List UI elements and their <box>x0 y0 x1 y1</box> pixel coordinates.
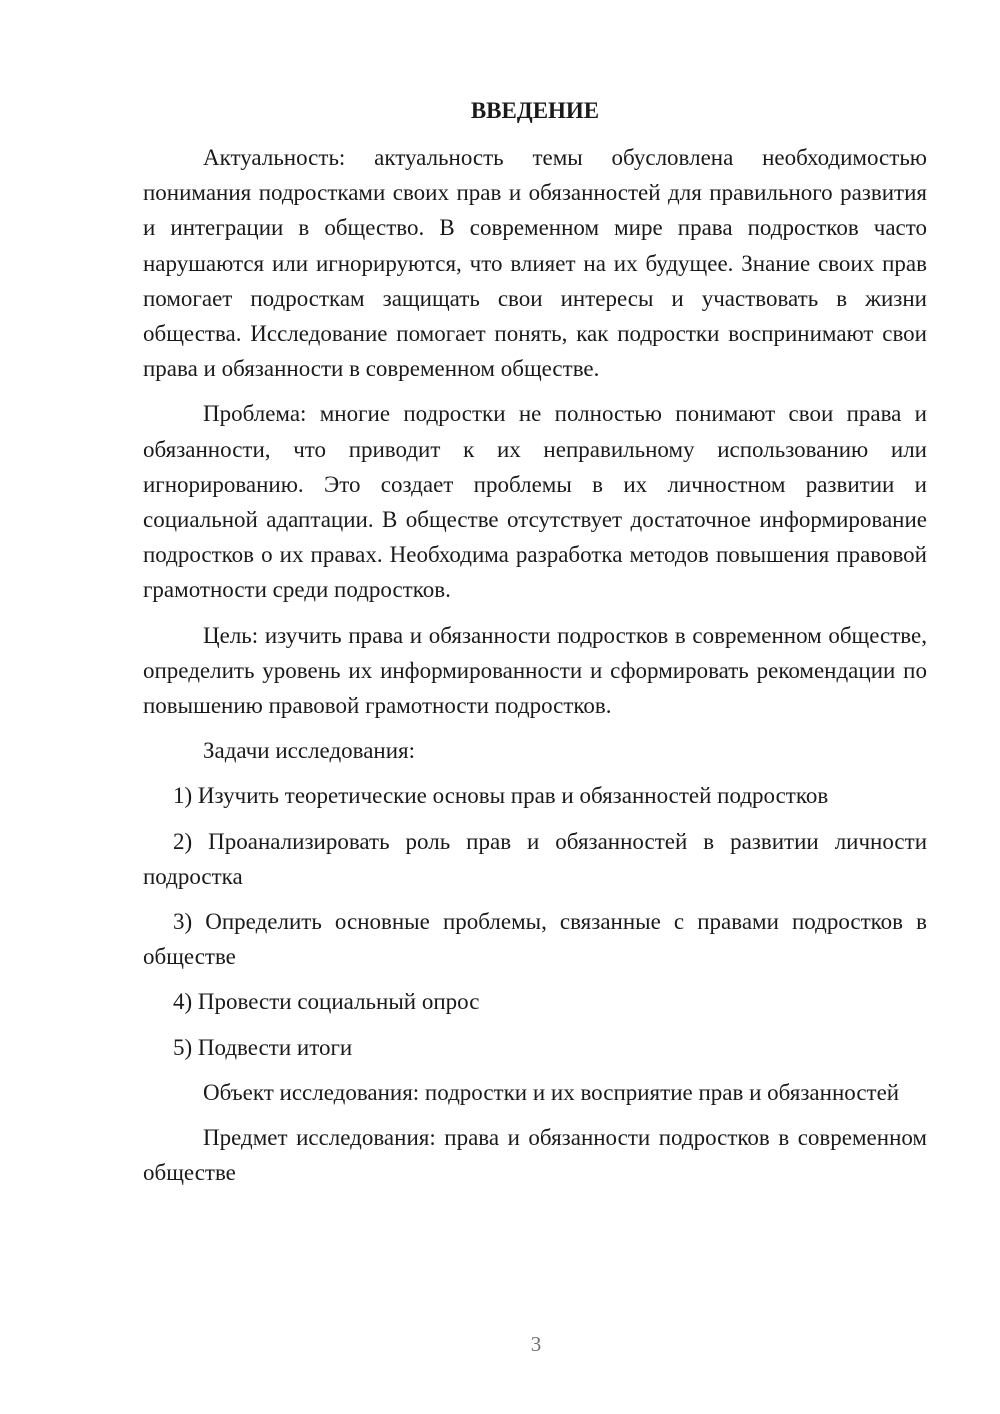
task-item: 3) Определить основные проблемы, связанные с правами подростков в обществе <box>143 909 927 970</box>
tasks-label: Задачи исследования: <box>203 738 416 764</box>
goal-paragraph: Цель: изучить права и обязанности подростков в современном обществе, определить уровень их информированности и сформировать рекомендации по повышению правовой грамотности подростков. <box>143 622 927 719</box>
relevance-paragraph: Актуальность: актуальность темы обусловлена необходимостью понимания подростками своих прав и обязанностей для правильного развития и интеграции в общество. В современном мире права подростков часто нарушаются или игнорируются, что влияет на их будущее. Знание своих прав помогает подросткам защищать свои интересы и участвовать в жизни общества. Исследование помогает понять, как подростки воспринимают свои права и обязанности в современном обществе. <box>143 145 927 382</box>
subject-paragraph: Предмет исследования: права и обязанности подростков в современном обществе <box>143 1125 927 1186</box>
page-content <box>143 93 927 1200</box>
object-paragraph: Объект исследования: подростки и их восприятие прав и обязанностей <box>203 1079 900 1105</box>
task-item: 4) Провести социальный опрос <box>173 989 480 1015</box>
problem-paragraph: Проблема: многие подростки не полностью понимают свои права и обязанности, что приводит к их неправильному использованию или игнорированию. Это создает проблемы в их личностном развитии и социальной адаптации. В обществе отсутствует достаточное информирование подростков о их правах. Необходима разработка методов повышения правовой грамотности среди подростков. <box>143 401 927 603</box>
task-item: 1) Изучить теоретические основы прав и обязанностей подростков <box>173 783 829 809</box>
page-title: ВВЕДЕНИЕ <box>470 98 600 123</box>
task-item: 2) Проанализировать роль прав и обязанностей в развитии личности подростка <box>143 828 927 889</box>
page-number: 3 <box>530 1332 542 1356</box>
task-item: 5) Подвести итоги <box>173 1034 353 1060</box>
